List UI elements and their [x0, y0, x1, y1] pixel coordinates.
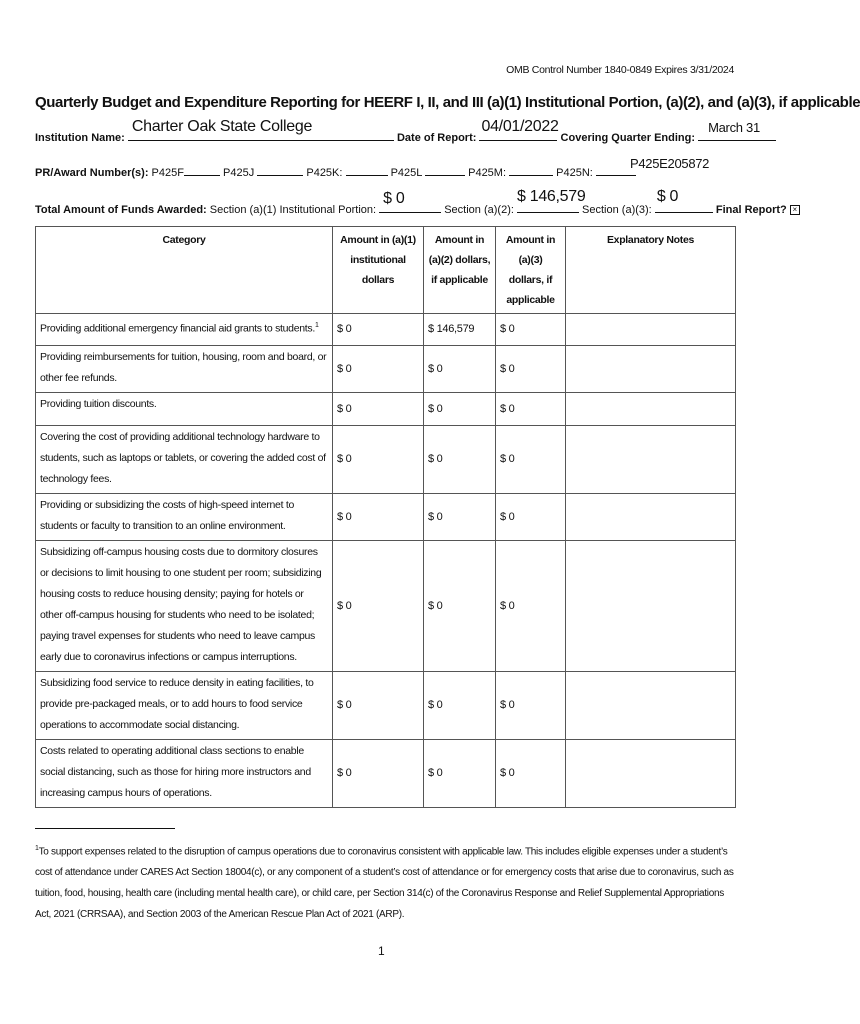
a3-amount-cell[interactable]: $ 0	[496, 393, 566, 426]
a2-amount-cell[interactable]: $ 0	[424, 740, 496, 808]
a3-section-label: Section (a)(3):	[582, 204, 652, 216]
a2-section-label: Section (a)(2):	[444, 204, 514, 216]
final-report-label: Final Report?	[715, 204, 787, 216]
table-row	[36, 740, 736, 808]
p425l-field[interactable]	[425, 163, 465, 176]
p425m-label: P425M:	[468, 167, 507, 179]
p425f-label: P425F	[151, 167, 184, 179]
category-cell: Subsidizing off-campus housing costs due to dormitory closures or decisions to limit housing to one student per room; subsidizing housing costs to reduce housing density; paying for hotels or other off-campus housing for students who need to be isolated; paying travel expenses for students who need to leave campus early due to coronavirus infections or campus interruptions.	[36, 541, 333, 672]
p425n-label: P425N:	[556, 167, 593, 179]
quarter-ending-value: March 31	[708, 120, 760, 135]
a2-amount-cell[interactable]: $ 0	[424, 393, 496, 426]
category-cell: Costs related to operating additional class sections to enable social distancing, such as those for hiring more instructors and increasing campus hours of operations.	[36, 740, 333, 808]
notes-cell[interactable]	[566, 393, 736, 426]
p425l-label: P425L	[390, 167, 422, 179]
notes-cell[interactable]	[566, 346, 736, 393]
award-line	[35, 163, 636, 179]
total-funds-label: Total Amount of Funds Awarded:	[35, 204, 207, 216]
footnote-mark: 1	[35, 845, 39, 852]
a1-total-value: $ 0	[383, 190, 405, 207]
award-label: PR/Award Number(s):	[35, 167, 149, 179]
table-row	[36, 314, 736, 346]
p425j-label: P425J	[223, 167, 255, 179]
date-of-report-value: 04/01/2022	[481, 118, 559, 135]
notes-cell[interactable]	[566, 314, 736, 346]
category-cell: Covering the cost of providing additional technology hardware to students, such as laptops or tablets, or covering the added cost of technology fees.	[36, 426, 333, 494]
a3-amount-cell[interactable]: $ 0	[496, 426, 566, 494]
a3-amount-cell[interactable]: $ 0	[496, 494, 566, 541]
notes-cell[interactable]	[566, 494, 736, 541]
notes-cell[interactable]	[566, 672, 736, 740]
a1-amount-cell[interactable]: $ 0	[333, 426, 424, 494]
institution-name-label: Institution Name:	[35, 132, 125, 144]
a1-amount-cell[interactable]: $ 0	[333, 393, 424, 426]
table-row	[36, 672, 736, 740]
a2-total-value: $ 146,579	[516, 188, 586, 205]
a1-amount-cell[interactable]: $ 0	[333, 740, 424, 808]
p425f-field[interactable]	[184, 163, 220, 176]
table-row	[36, 541, 736, 672]
header-explanatory-notes: Explanatory Notes	[566, 227, 736, 314]
a2-amount-cell[interactable]: $ 146,579	[424, 314, 496, 346]
header-category: Category	[36, 227, 333, 314]
table-row	[36, 393, 736, 426]
notes-cell[interactable]	[566, 426, 736, 494]
footnote-divider	[35, 828, 175, 829]
a3-amount-cell[interactable]: $ 0	[496, 346, 566, 393]
header-a3-amount: Amount in (a)(3) dollars, if applicable	[496, 227, 566, 314]
notes-cell[interactable]	[566, 740, 736, 808]
a2-amount-cell[interactable]: $ 0	[424, 346, 496, 393]
a1-amount-cell[interactable]: $ 0	[333, 672, 424, 740]
date-of-report-field[interactable]	[479, 118, 559, 141]
p425m-field[interactable]	[509, 163, 553, 176]
table-row	[36, 426, 736, 494]
quarter-ending-field[interactable]	[698, 120, 776, 141]
category-cell: Subsidizing food service to reduce density in eating facilities, to provide pre-packaged meals, or to add hours to food service operations to accommodate social distancing.	[36, 672, 333, 740]
p425k-label: P425K:	[306, 167, 343, 179]
category-cell	[36, 314, 333, 346]
institution-line	[35, 118, 776, 144]
footnote-text: To support expenses related to the disruption of campus operations due to coronavirus consistent with applicable law. This includes eligible expenses under a student’s cost of attendance under CARES Act Section 18004(c), or any component of a student’s cost of attendance or for emergency costs that arise due to coronavirus, such as tuition, food, housing, health care (including mental health care), or child care, per Section 314(c) of the Coronavirus Response and Relief Supplemental Appropriations Act, 2021 (CRRSAA), and Section 2003 of the American Rescue Plan Act of 2021 (ARP).	[35, 846, 734, 921]
institution-name-field[interactable]	[128, 118, 394, 141]
a2-total-field[interactable]	[516, 188, 586, 213]
a1-section-label: Section (a)(1) Institutional Portion:	[209, 204, 377, 216]
a1-amount-cell[interactable]: $ 0	[333, 541, 424, 672]
totals-line	[35, 188, 800, 216]
award-number-value: P425E205872	[630, 156, 710, 171]
date-of-report-label: Date of Report:	[396, 132, 477, 144]
a1-total-field[interactable]	[379, 190, 441, 213]
a3-total-value: $ 0	[656, 188, 679, 205]
a1-amount-cell[interactable]: $ 0	[333, 494, 424, 541]
a1-amount-cell[interactable]: $ 0	[333, 346, 424, 393]
expenditure-table	[35, 226, 736, 808]
page-number: 1	[378, 944, 385, 958]
a3-amount-cell[interactable]: $ 0	[496, 541, 566, 672]
category-text: Providing additional emergency financial aid grants to students.	[40, 322, 315, 335]
a2-amount-cell[interactable]: $ 0	[424, 426, 496, 494]
category-cell: Providing or subsidizing the costs of high-speed internet to students or faculty to transition to an online environment.	[36, 494, 333, 541]
header-a2-amount: Amount in (a)(2) dollars, if applicable	[424, 227, 496, 314]
p425j-field[interactable]	[257, 163, 303, 176]
quarter-ending-label: Covering Quarter Ending:	[560, 132, 696, 144]
a3-amount-cell[interactable]: $ 0	[496, 740, 566, 808]
a1-amount-cell[interactable]: $ 0	[333, 314, 424, 346]
omb-control-number: OMB Control Number 1840-0849 Expires 3/31/2024	[506, 64, 734, 76]
institution-name-value: Charter Oak State College	[131, 118, 313, 135]
a3-amount-cell[interactable]: $ 0	[496, 672, 566, 740]
form-title: Quarterly Budget and Expenditure Reporting for HEERF I, II, and III (a)(1) Institutional Portion, (a)(2), and (a)(3), if applicable	[35, 94, 860, 111]
a2-amount-cell[interactable]: $ 0	[424, 494, 496, 541]
table-row	[36, 494, 736, 541]
a2-amount-cell[interactable]: $ 0	[424, 672, 496, 740]
footnote-ref: 1	[314, 322, 319, 329]
table-row	[36, 346, 736, 393]
a3-amount-cell[interactable]: $ 0	[496, 314, 566, 346]
category-cell: Providing tuition discounts.	[36, 393, 333, 426]
header-a1-amount: Amount in (a)(1) institutional dollars	[333, 227, 424, 314]
final-report-checkbox[interactable]: ×	[790, 205, 800, 215]
notes-cell[interactable]	[566, 541, 736, 672]
category-cell: Providing reimbursements for tuition, housing, room and board, or other fee refunds.	[36, 346, 333, 393]
footnote	[35, 838, 740, 925]
a2-amount-cell[interactable]: $ 0	[424, 541, 496, 672]
a3-total-field[interactable]	[655, 188, 713, 213]
p425k-field[interactable]	[346, 163, 388, 176]
